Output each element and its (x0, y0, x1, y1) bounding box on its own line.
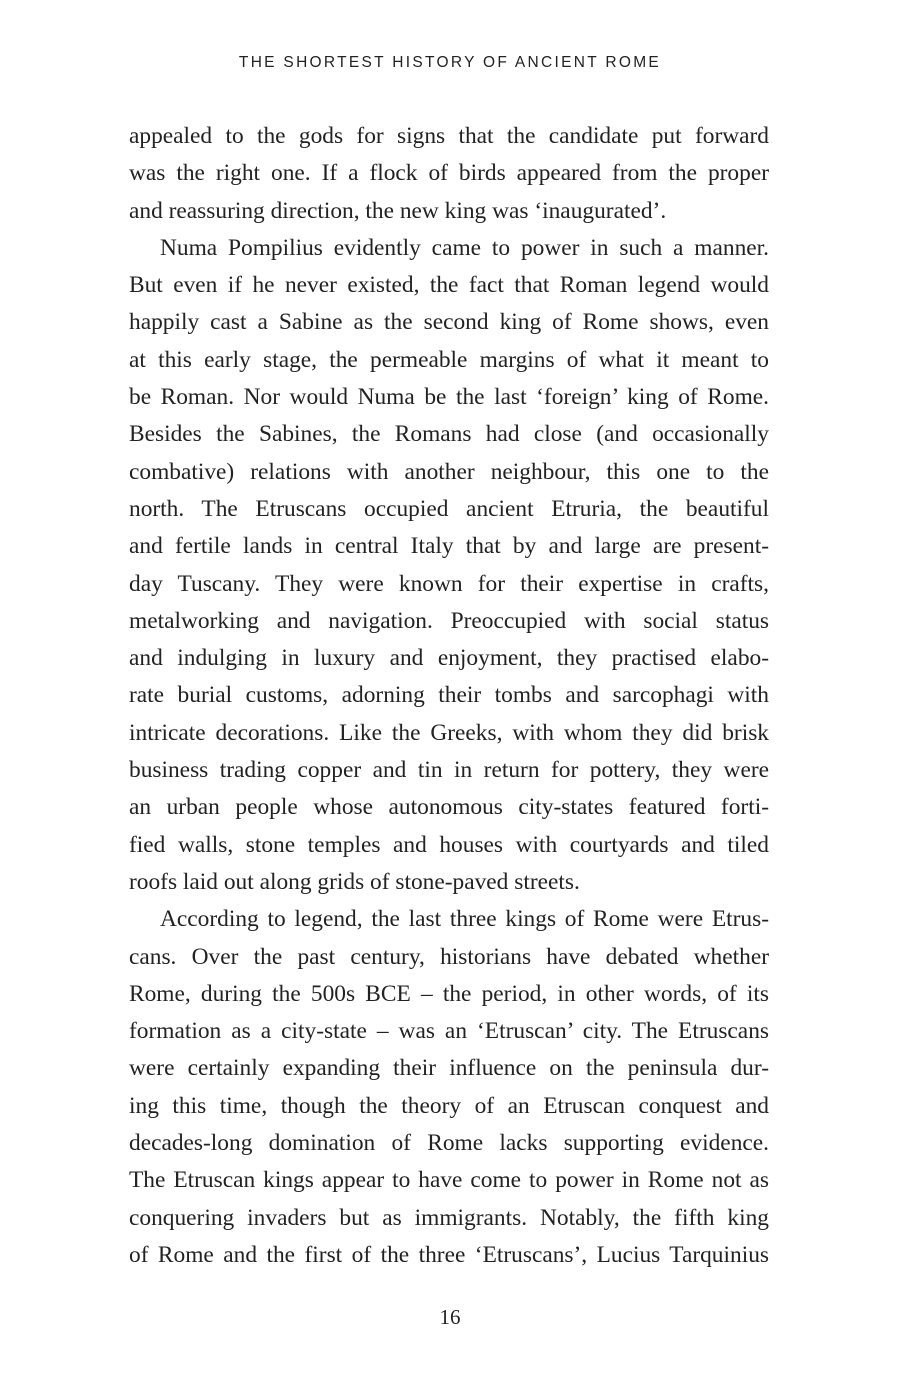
text-line: and reassuring direction, the new king was ‘inaugurated’. (129, 197, 667, 224)
text-line: Besides the Sabines, the Romans had close (and occasionally (129, 421, 769, 448)
text-line: rate burial customs, adorning their tombs and sarcophagi with (129, 682, 769, 709)
text-line: business trading copper and tin in return for pottery, they were (129, 757, 769, 784)
paragraph (129, 118, 769, 230)
text-line: The Etruscan kings appear to have come to power in Rome not as (129, 1167, 769, 1194)
text-line: decades-long domination of Rome lacks supporting evidence. (129, 1130, 769, 1157)
text-line: combative) relations with another neighbour, this one to the (129, 458, 769, 485)
text-line: cans. Over the past century, historians have debated whether (129, 943, 769, 970)
page-number: 16 (439, 1305, 461, 1329)
text-line: fied walls, stone temples and houses with courtyards and tiled (129, 831, 769, 858)
text-line: formation as a city-state – was an ‘Etruscan’ city. The Etruscans (129, 1018, 769, 1045)
text-line: north. The Etruscans occupied ancient Etruria, the beautiful (129, 495, 769, 522)
text-line: roofs laid out along grids of stone-paved streets. (129, 868, 580, 895)
text-line: appealed to the gods for signs that the candidate put forward (129, 123, 769, 149)
text-line: Rome, during the 500s BCE – the period, in other words, of its (129, 980, 769, 1007)
text-line: intricate decorations. Like the Greeks, with whom they did brisk (129, 719, 769, 746)
text-line: But even if he never existed, the fact that Roman legend would (129, 272, 769, 299)
text-line: conquering invaders but as immigrants. Notably, the fifth king (129, 1204, 769, 1231)
paragraph (129, 230, 769, 901)
running-head: THE SHORTEST HISTORY OF ANCIENT ROME (238, 54, 662, 71)
body-text (129, 118, 769, 1274)
text-line: at this early stage, the permeable margins of what it meant to (129, 346, 769, 373)
text-line: be Roman. Nor would Numa be the last ‘foreign’ king of Rome. (129, 384, 769, 411)
text-line: of Rome and the first of the three ‘Etruscans’, Lucius Tarquinius (129, 1241, 769, 1268)
text-line: day Tuscany. They were known for their expertise in crafts, (129, 570, 769, 597)
text-line: According to legend, the last three kings of Rome were Etrus- (160, 906, 769, 933)
paragraph (129, 901, 769, 1274)
text-line: was the right one. If a flock of birds appeared from the proper (129, 160, 769, 187)
text-line: ing this time, though the theory of an Etruscan conquest and (129, 1092, 769, 1119)
text-line: happily cast a Sabine as the second king of Rome shows, even (129, 309, 769, 336)
text-line: metalworking and navigation. Preoccupied with social status (129, 607, 769, 634)
text-line: Numa Pompilius evidently came to power in such a manner. (160, 234, 769, 261)
text-line: and indulging in luxury and enjoyment, they practised elabo- (129, 645, 769, 672)
text-line: were certainly expanding their influence on the peninsula dur- (129, 1055, 769, 1082)
text-line: and fertile lands in central Italy that by and large are present- (129, 533, 769, 560)
text-line: an urban people whose autonomous city-states featured forti- (129, 794, 769, 821)
